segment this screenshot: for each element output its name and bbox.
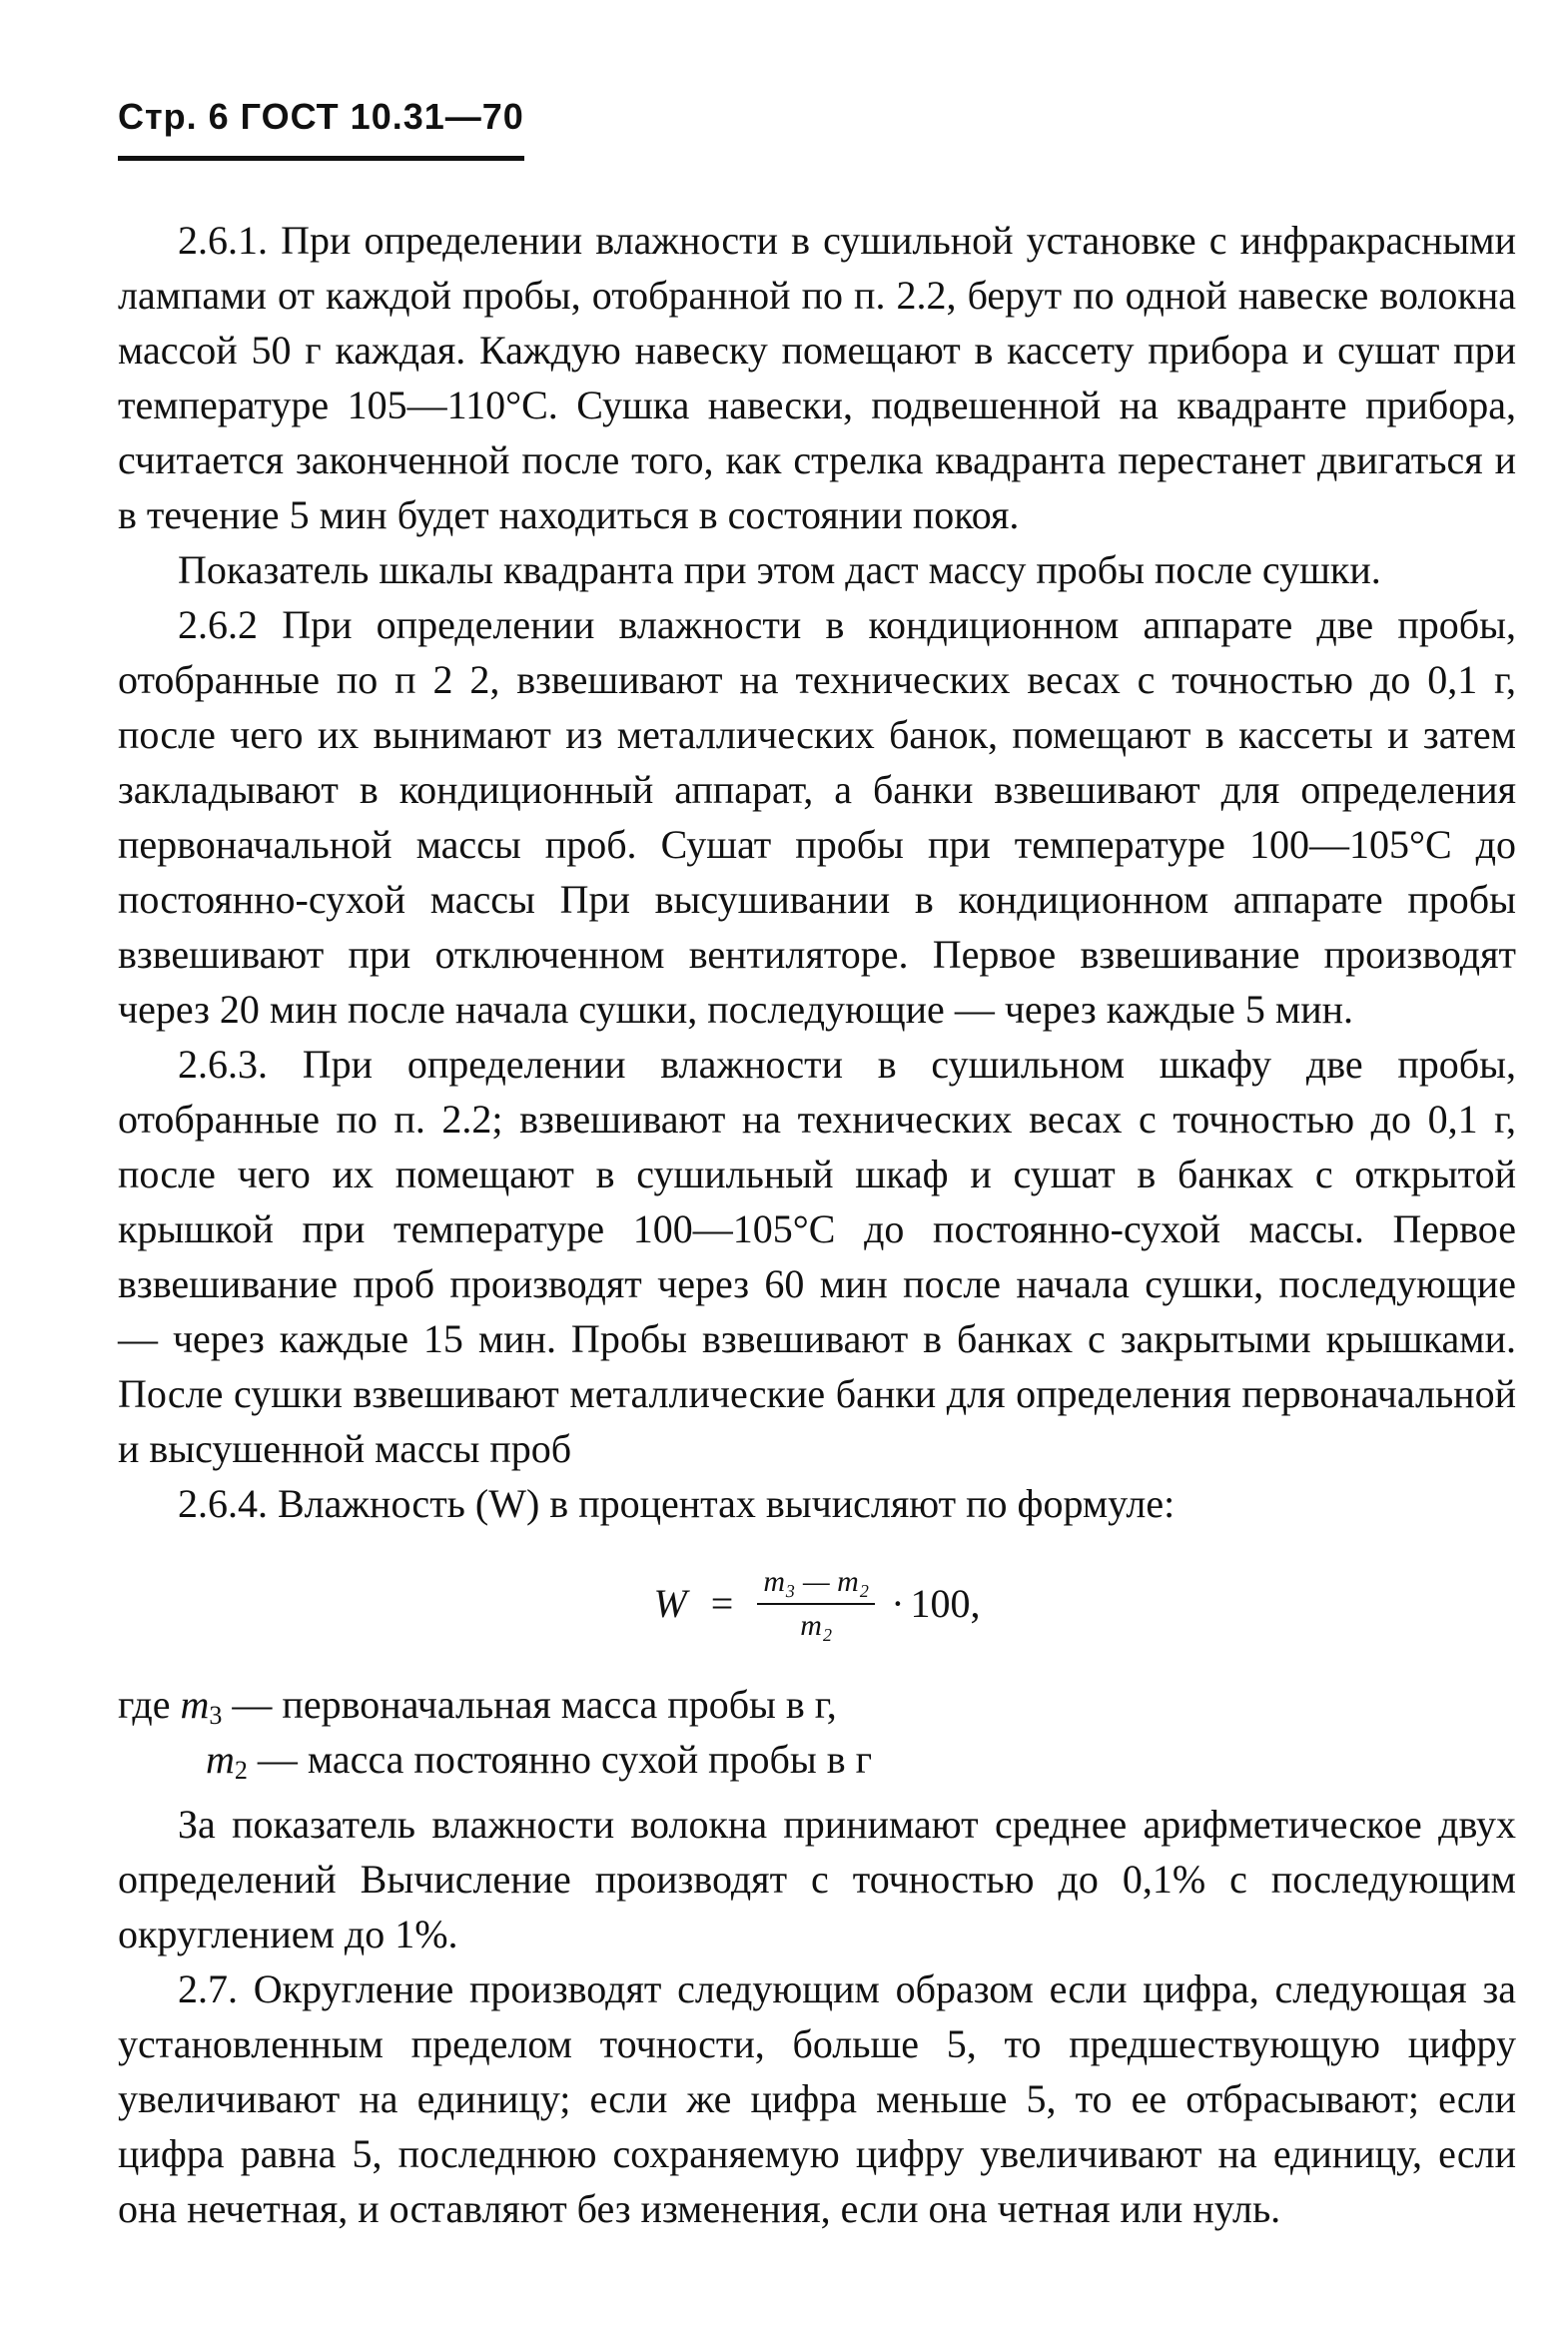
formula-equals: = [710,1581,734,1626]
formula-tail [885,1581,981,1626]
document-page [118,96,1516,2236]
formula-definitions [118,1677,1516,1787]
paragraph-2-6-1: 2.6.1. При определении влажности в сушильной установке с инфракрасными лампами от каждой пробы, отобранной по п. 2.2, берут по одной навеске волокна массой 50 г каждая. Каждую навеску помещают в кассету прибора и сушат при температуре 105—110°С. Сушка навески, подвешенной на квадранте прибора, считается законченной после того, как стрелка квадранта перестанет двигаться и в течение 5 мин будет находиться в состоянии покоя. [118,218,1516,537]
paragraph-2-6-2: 2.6.2 При определении влажности в кондиционном аппарате две пробы, отобранные по п 2 2, взвешивают на технических весах с точностью до 0,1 г, после чего их вынимают из металлических банок, помещают в кассеты и затем закладывают в кондиционный аппарат, а банки взвешивают для определения первоначальной массы проб. Сушат пробы при температуре 100—105°С до постоянно-сухой массы При высушивании в кондиционном аппарате пробы взвешивают при отключенном вентиляторе. Первое взвешивание производят через 20 мин после начала сушки, последующие — через каждые 5 мин. [118,602,1516,1032]
formula-denominator: m₂ [800,1609,833,1642]
definition-m2 [118,1732,1516,1787]
formula-numerator: m₃ — m₂ [757,1565,875,1605]
definition-text: — масса постоянно сухой пробы в г [257,1737,873,1782]
definition-prefix: где [118,1682,171,1727]
definition-symbol: $m_3$ [180,1682,223,1730]
definition-symbol: $m_2$ [206,1737,248,1785]
paragraph-2-6-3: 2.6.3. При определении влажности в сушильном шкафу две пробы, отобранные по п. 2.2; взвешивают на технических весах с точностью до 0,1 г, после чего их помещают в сушильный шкаф и сушат в банках с открытой крышкой при температуре 100—105°С до постоянно-сухой массы. Первое взвешивание проб производят через 60 мин после начала сушки, последующие — через каждые 15 мин. Пробы взвешивают в банках с закрытыми крышками. После сушки взвешивают металлические банки для определения первоначальной и высушенной массы проб [118,1042,1516,1471]
definition-m3 [118,1677,1516,1732]
paragraph-2-6-4: 2.6.4. Влажность (W) в процентах вычисляют по формуле: [178,1481,1176,1526]
formula-factor: 100, [910,1581,981,1626]
paragraph-quadrant-indicator: Показатель шкалы квадранта при этом даст массу пробы после сушки. [178,547,1381,592]
moisture-formula [118,1565,1516,1643]
formula-dot: · [891,1581,905,1626]
page-header: Стр. 6 ГОСТ 10.31—70 [118,96,524,161]
formula-fraction [757,1565,875,1643]
paragraph-moisture-result: За показатель влажности волокна принимают среднее арифметическое двух определений Вычисление производят с точностью до 0,1% с последующим округлением до 1%. [118,1802,1516,1956]
definition-text: — первоначальная масса пробы в г, [232,1682,837,1727]
formula-lhs: W [653,1581,687,1626]
document-body [118,213,1516,2236]
paragraph-2-7: 2.7. Округление производят следующим образом если цифра, следующая за установленным пределом точности, больше 5, то предшествующую цифру увеличивают на единицу; если же цифра меньше 5, то ее отбрасывают; если цифра равна 5, последнюю сохраняемую цифру увеличивают на единицу, если она нечетная, и оставляют без изменения, если она четная или нуль. [118,1966,1516,2231]
